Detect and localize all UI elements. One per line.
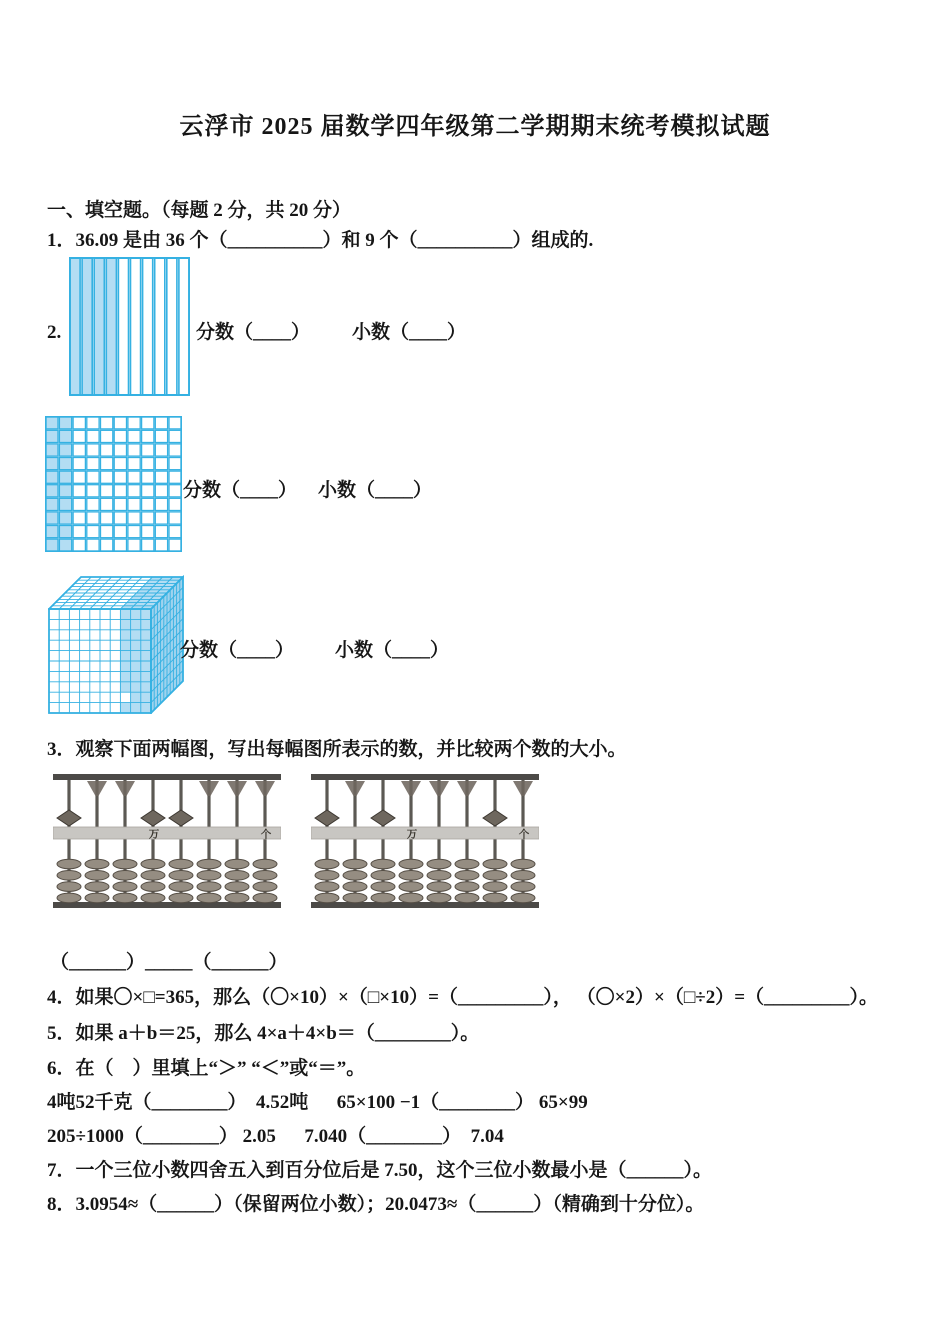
abacus-figure-right — [311, 772, 539, 912]
page-title: 云浮市 2025 届数学四年级第二学期期末统考模拟试题 — [179, 114, 771, 140]
q2-row1-decimal-label: 小数（____） — [352, 322, 467, 343]
question-1: 1．36.09 是由 36 个（__________）和 9 个（__________）组成的. — [47, 230, 594, 251]
question-2-number: 2. — [47, 322, 62, 343]
question-5: 5．如果 a＋b＝25，那么 4×a＋4×b＝（________）。 — [47, 1023, 480, 1044]
q2-row3-decimal-label: 小数（____） — [335, 640, 450, 661]
q2-row2-decimal-label: 小数（____） — [318, 480, 433, 501]
question-3: 3．观察下面两幅图，写出每幅图所表示的数，并比较两个数的大小。 — [47, 739, 627, 760]
question-4: 4．如果〇×□=365，那么（〇×10）×（□×10）=（_________）， （〇×2）×（□÷2）=（_________）。 — [47, 987, 879, 1008]
tenths-strip-figure — [69, 257, 190, 396]
hundredths-grid-figure — [45, 416, 182, 552]
q2-row2-fraction-label: 分数（____） — [183, 480, 298, 501]
question-6: 6．在（ ）里填上“＞” “＜”或“＝”。 — [47, 1058, 366, 1079]
q2-row1-fraction-label: 分数（____） — [196, 322, 311, 343]
question-7: 7．一个三位小数四舍五入到百分位后是 7.50，这个三位小数最小是（______）。 — [47, 1160, 713, 1181]
section-heading: 一、填空题。（每题 2 分，共 20 分） — [47, 200, 352, 221]
q3-compare-blanks: （______）_____（______） — [50, 952, 288, 973]
question-8: 8．3.0954≈（______）（保留两位小数）；20.0473≈（______）（精确到十分位）。 — [47, 1194, 705, 1215]
abacus-figure-left — [53, 772, 281, 912]
svg-text:个: 个 — [518, 829, 530, 841]
q2-row3-fraction-label: 分数（____） — [180, 640, 295, 661]
q6-compare-line-2: 205÷1000（________） 2.05 7.040（________） 7.04 — [47, 1126, 504, 1147]
svg-text:个: 个 — [260, 829, 272, 841]
thousandths-cube-figure — [48, 575, 184, 714]
svg-text:万: 万 — [148, 829, 160, 841]
q6-compare-line-1: 4吨52千克（________） 4.52吨 65×100 −1（________） 65×99 — [47, 1092, 588, 1113]
svg-text:万: 万 — [406, 829, 418, 841]
